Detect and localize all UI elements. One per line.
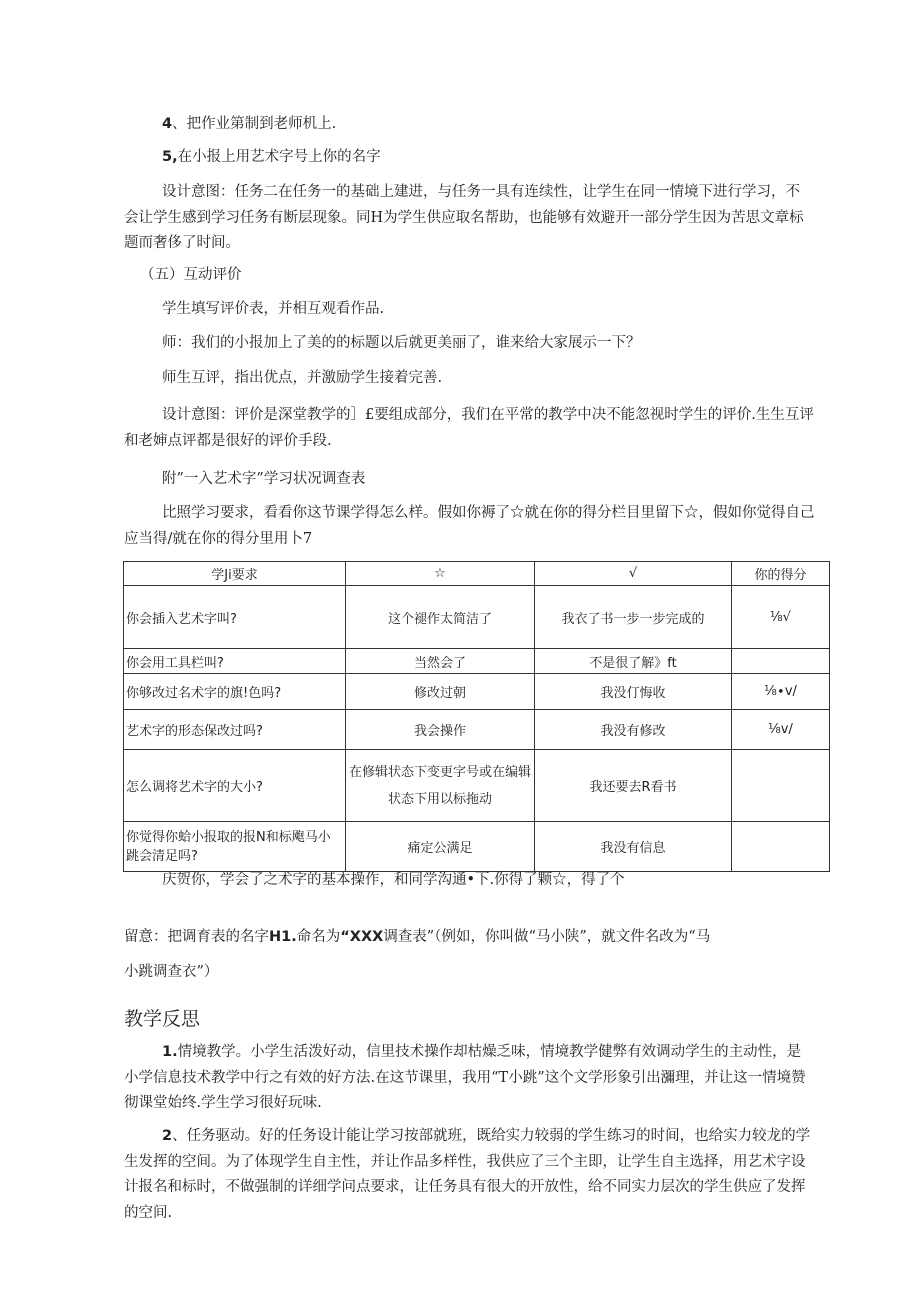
reflection-heading: 教学反思 xyxy=(124,1008,201,1030)
table-cell: 你会插入艺术字叫? xyxy=(124,586,346,649)
item-number: 5, xyxy=(162,149,178,165)
table-row xyxy=(124,586,830,649)
table-cell: 怎么调将艺术字的大小? xyxy=(124,750,346,822)
table-cell xyxy=(732,822,830,872)
table-cell: 不是很了解》ft xyxy=(535,649,732,674)
table-header: 你的得分 xyxy=(732,562,830,586)
table-cell: ⅛√ xyxy=(732,586,830,649)
table-header: √ xyxy=(535,562,732,586)
table-cell: 痛定公满足 xyxy=(346,822,535,872)
design-intent-paragraph: 设计意图：评价是深堂教学的］£要组成部分，我们在平常的教学中决不能忽视时学生的评价.生生互评和老婶点评都是很好的评价手段. xyxy=(124,407,814,449)
section-line: 学生填写评价表，并相互观看作品. xyxy=(162,301,385,317)
list-item-5 xyxy=(162,145,862,170)
table-cell: 修改过朝 xyxy=(346,674,535,710)
list-item-4 xyxy=(162,112,862,137)
table-cell: 我没有修改 xyxy=(535,710,732,750)
section-line: 师生互评，指出优点，并激励学生接着完善. xyxy=(162,370,443,386)
item-text: 情境教学。小学生活泼好动，信里技术操作却枯燥乏味，情境教学健弊有效调动学生的主动性，是小学信息技术教学中行之有效的好方法.在这节课里，我用“T小跳”这个文学形象引出瀰理，并让这一情境赞彻课堂始终.学生学习很好玩味. xyxy=(124,1044,806,1111)
table-cell: 我会操作 xyxy=(346,710,535,750)
item-number: 1. xyxy=(162,1044,178,1060)
note-line xyxy=(124,925,824,950)
table-cell: 我衣了书一步一步完成的 xyxy=(535,586,732,649)
table-cell: 当然会了 xyxy=(346,649,535,674)
table-cell: 我没有信息 xyxy=(535,822,732,872)
note-text: 命名为 xyxy=(296,929,341,945)
table-cell: 我还要去R看书 xyxy=(535,750,732,822)
table-cell: 你够改过名术字的旗!色吗? xyxy=(124,674,346,710)
reflection-item-1 xyxy=(124,1040,814,1117)
survey-table xyxy=(123,561,830,872)
table-cell: 艺术字的形态保改过吗? xyxy=(124,710,346,750)
table-cell: ⅛∙v/ xyxy=(732,674,830,710)
appendix-title: 附”一入艺术字”学习状况调查表 xyxy=(162,471,366,487)
item-number: 4 xyxy=(162,116,173,132)
item-text: 、把作业第制到老师机上. xyxy=(172,116,337,132)
table-row xyxy=(124,674,830,710)
table-cell xyxy=(732,750,830,822)
note-text-strong: H1. xyxy=(269,929,297,945)
table-cell: 你会用工具栏叫? xyxy=(124,649,346,674)
table-cell: 我没仃悔收 xyxy=(535,674,732,710)
note-text: 调查表”（例如，你叫做“马小陕”，就文件名改为“马 xyxy=(383,929,711,945)
table-header: ☆ xyxy=(346,562,535,586)
table-cell: ⅛v/ xyxy=(732,710,830,750)
table-row xyxy=(124,710,830,750)
table-cell: 你觉得你蛤小报取的报N和标飑马小跳会清足吗? xyxy=(124,822,346,872)
table-cell xyxy=(732,649,830,674)
table-row xyxy=(124,822,830,872)
reflection-item-2 xyxy=(124,1124,814,1226)
note-line: 小跳调查衣”） xyxy=(124,964,219,980)
item-number: 2 xyxy=(162,1128,173,1144)
table-header-row xyxy=(124,562,830,586)
table-row xyxy=(124,750,830,822)
note-text: 留意：把调育表的名字 xyxy=(124,929,269,945)
table-cell: 这个褪作太简洁了 xyxy=(346,586,535,649)
table-header: 学Ji要求 xyxy=(124,562,346,586)
note-text-strong: “XXX xyxy=(340,929,384,945)
design-intent-paragraph: 设计意图：任务二在任务一的基础上建进，与任务一具有连续性，让学生在同一情境下进行学习，不会让学生感到学习任务有断层现象。同H为学生供应取名帮助，也能够有效避开一部分学生因为苦思文章标题而奢侈了时间。 xyxy=(124,184,804,251)
item-text: 在小报上用艺术字号上你的名字 xyxy=(177,149,381,165)
section-line: 师：我们的小报加上了美的的标题以后就更美丽了，谁来给大家展示一下？ xyxy=(162,335,641,351)
table-row xyxy=(124,649,830,674)
table-cell: 在修辑状态下变更字号或在编辑状态下用以标拖动 xyxy=(346,750,535,822)
appendix-intro: 比照学习要求，看看你这节课学得怎么样。假如你褥了☆就在你的得分栏目里留下☆，假如你觉得自己应当得/就在你的得分里用卜7 xyxy=(124,505,815,547)
congrats-line: 庆贺你，学会了之术字的基本操作，和同学沟通•下.你得了颗☆，得了个 xyxy=(162,872,625,888)
section-title: （五）互动评价 xyxy=(140,267,242,283)
item-text: 、任务驱动。好的任务设计能让学习按部就班，既给实力较弱的学生练习的时间，也给实力较龙的学生发挥的空间。为了体现学生自主性，并让作品多样性，我供应了三个主即，让学生自主选择，用艺术字设计报名和标时，不做强制的详细学问点要求，让任务具有很大的开放性，给不同实力层次的学生供应了发挥的空间. xyxy=(124,1128,811,1221)
